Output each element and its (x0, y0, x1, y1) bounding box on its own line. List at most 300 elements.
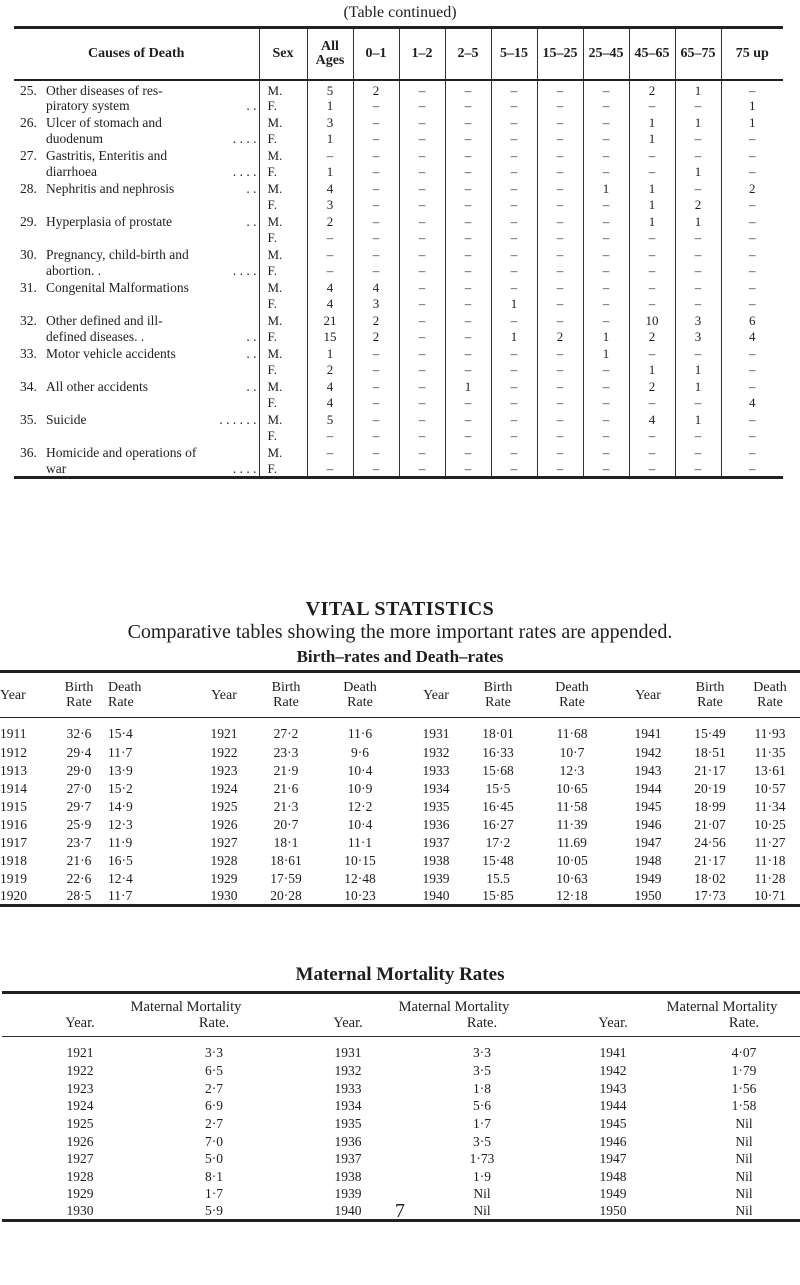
header-death-1: Death (555, 680, 589, 695)
sex-cell: F. (259, 329, 307, 346)
value-cell: – (353, 114, 399, 131)
rate-cell: 1949 (634, 870, 662, 886)
rate-cell: 15·2 (108, 780, 133, 796)
maternal-cell: 1938 (334, 1168, 362, 1184)
causes-of-death-table (14, 26, 783, 479)
leader-dots: . . (246, 98, 257, 114)
rate-cell: 11·58 (556, 798, 588, 814)
cause-cell (14, 197, 259, 214)
value-cell: 1 (583, 329, 629, 346)
value-cell: – (675, 345, 721, 362)
value-cell: – (537, 114, 583, 131)
value-cell: – (537, 246, 583, 263)
rate-cell: 1914 (0, 780, 27, 796)
maternal-cell: 2·7 (205, 1080, 223, 1096)
value-cell: – (445, 80, 491, 98)
maternal-cell: 1944 (599, 1098, 627, 1114)
value-cell: – (537, 263, 583, 280)
cause-cell (14, 444, 259, 461)
header-col: 1–2 (399, 28, 445, 80)
value-cell: – (399, 147, 445, 164)
maternal-cell: 1922 (66, 1063, 94, 1079)
value-cell: – (537, 213, 583, 230)
value-cell: – (491, 98, 537, 115)
rate-cell: 1948 (634, 852, 662, 868)
value-cell: 1 (721, 98, 783, 115)
value-cell: – (491, 230, 537, 247)
header-year-label: Year. (598, 1015, 628, 1031)
value-cell: – (675, 131, 721, 148)
rate-cell: 1924 (210, 780, 238, 796)
maternal-cell: 1930 (66, 1203, 94, 1219)
cause-name: defined diseases. . (46, 329, 145, 345)
value-cell: – (445, 131, 491, 148)
cause-name: Motor vehicle accidents (46, 345, 176, 361)
value-cell: – (583, 246, 629, 263)
value-cell: – (629, 246, 675, 263)
rate-cell: 13·9 (108, 762, 133, 778)
value-cell: – (583, 197, 629, 214)
cause-cell (14, 147, 259, 164)
value-cell: – (537, 444, 583, 461)
value-cell: – (307, 428, 353, 445)
value-cell: 1 (629, 213, 675, 230)
value-cell: – (721, 461, 783, 478)
header-col: 45–65 (629, 28, 675, 80)
value-cell: – (353, 345, 399, 362)
rate-cell: 1930 (210, 887, 238, 903)
value-cell: 1 (583, 180, 629, 197)
value-cell: – (629, 263, 675, 280)
value-cell: – (675, 230, 721, 247)
rate-cell: 11·28 (754, 870, 786, 886)
table-row (0, 816, 800, 834)
sex-cell: F. (259, 461, 307, 478)
value-cell: 1 (629, 131, 675, 148)
rate-cell: 1918 (0, 852, 27, 868)
rate-cell: 15·85 (482, 887, 514, 903)
rate-cell: 10·05 (556, 852, 588, 868)
value-cell: – (445, 444, 491, 461)
value-cell: – (307, 444, 353, 461)
value-cell: 4 (307, 395, 353, 412)
value-cell: – (721, 411, 783, 428)
rate-cell: 25·9 (66, 816, 92, 832)
value-cell: – (353, 213, 399, 230)
value-cell: 4 (307, 180, 353, 197)
table-row (2, 1080, 800, 1098)
value-cell: – (537, 428, 583, 445)
maternal-cell: Nil (735, 1186, 753, 1202)
value-cell: 2 (307, 213, 353, 230)
value-cell: – (537, 362, 583, 379)
header-maternal-group: Maternal Mortality (666, 999, 778, 1015)
rate-cell: 11·6 (347, 725, 373, 741)
maternal-mortality-heading: Maternal Mortality Rates (295, 964, 505, 985)
rate-cell: 1934 (422, 780, 450, 796)
value-cell: – (583, 296, 629, 313)
leader-dots: . . . . (232, 131, 257, 147)
value-cell: 1 (307, 345, 353, 362)
value-cell: – (675, 147, 721, 164)
sex-cell: F. (259, 131, 307, 148)
value-cell: – (675, 263, 721, 280)
value-cell: – (491, 131, 537, 148)
cause-cell (14, 164, 259, 181)
rate-cell: 28·5 (66, 887, 92, 903)
value-cell: – (675, 98, 721, 115)
rate-cell: 16·5 (108, 852, 133, 868)
value-cell: 1 (675, 213, 721, 230)
maternal-cell: Nil (473, 1186, 491, 1202)
cause-name: war (46, 460, 67, 476)
value-cell: – (629, 279, 675, 296)
rate-cell: 1935 (422, 798, 450, 814)
rate-cell: 10·4 (347, 816, 373, 832)
value-cell: – (721, 428, 783, 445)
rate-cell: 9·6 (351, 744, 369, 760)
value-cell: – (537, 98, 583, 115)
table-row (14, 329, 783, 346)
maternal-cell: 1·73 (469, 1151, 495, 1167)
header-death-2: Rate (347, 695, 373, 710)
table-row (14, 213, 783, 230)
maternal-cell: 3·3 (473, 1044, 491, 1060)
value-cell: 3 (353, 296, 399, 313)
value-cell: – (583, 80, 629, 98)
rate-cell: 11.69 (557, 834, 587, 850)
header-death-rate (108, 672, 192, 718)
rate-cell: 1946 (634, 816, 662, 832)
value-cell: 2 (537, 329, 583, 346)
sex-cell: M. (259, 114, 307, 131)
value-cell: – (721, 147, 783, 164)
value-cell: – (353, 164, 399, 181)
maternal-cell: 1934 (334, 1098, 362, 1114)
header-year: Year (0, 672, 50, 718)
cause-number: 27. (20, 147, 37, 163)
value-cell: – (445, 180, 491, 197)
header-col: 5–15 (491, 28, 537, 80)
cause-cell (14, 296, 259, 313)
value-cell: – (491, 180, 537, 197)
value-cell: 1 (583, 345, 629, 362)
rate-cell: 1938 (422, 852, 450, 868)
value-cell: – (583, 461, 629, 478)
rate-cell: 11·1 (347, 834, 373, 850)
value-cell: – (537, 164, 583, 181)
table-row (2, 1115, 800, 1133)
value-cell: 1 (675, 80, 721, 98)
table-row (14, 362, 783, 379)
rate-cell: 21·6 (273, 780, 299, 796)
rate-cell: 1927 (210, 834, 238, 850)
maternal-cell: Nil (735, 1168, 753, 1184)
value-cell: – (583, 428, 629, 445)
maternal-cell: 1·9 (473, 1168, 491, 1184)
value-cell: – (583, 230, 629, 247)
cause-cell (14, 312, 259, 329)
value-cell: – (721, 131, 783, 148)
table-row (0, 870, 800, 888)
continued-note: (Table continued) (343, 4, 457, 21)
header-maternal-group: Maternal Mortality (130, 999, 242, 1015)
rate-cell: 18·02 (694, 870, 726, 886)
value-cell: – (583, 395, 629, 412)
value-cell: – (353, 131, 399, 148)
sex-cell: M. (259, 147, 307, 164)
rate-cell: 1939 (422, 870, 450, 886)
maternal-cell: Nil (735, 1116, 753, 1132)
header-rate-label: Rate. (728, 1015, 760, 1031)
rate-cell: 27·2 (273, 725, 299, 741)
value-cell: – (353, 395, 399, 412)
header-col: 75 up (721, 28, 783, 80)
header-death-rate (528, 672, 616, 718)
rate-cell: 10·7 (559, 744, 585, 760)
value-cell: – (537, 230, 583, 247)
value-cell: – (491, 246, 537, 263)
rate-cell: 11·7 (108, 887, 133, 903)
rate-cell: 16·33 (482, 744, 514, 760)
value-cell: – (629, 461, 675, 478)
rate-cell: 21·07 (694, 816, 726, 832)
header-year: Year (616, 672, 680, 718)
header-maternal-group: Maternal Mortality (398, 999, 510, 1015)
header-col: 25–45 (583, 28, 629, 80)
value-cell: – (445, 230, 491, 247)
maternal-cell: 1929 (66, 1186, 94, 1202)
table-row (0, 762, 800, 780)
sex-cell: M. (259, 345, 307, 362)
causes-header-row (14, 28, 783, 80)
value-cell: 1 (307, 98, 353, 115)
rate-cell: 18·1 (273, 834, 299, 850)
value-cell: – (399, 80, 445, 98)
table-row (14, 345, 783, 362)
value-cell: 4 (307, 279, 353, 296)
maternal-cell: 1931 (334, 1044, 362, 1060)
maternal-cell: 1·8 (473, 1080, 491, 1096)
rate-cell: 15·49 (694, 725, 726, 741)
value-cell: – (721, 279, 783, 296)
table-row (2, 1037, 800, 1063)
value-cell: – (399, 411, 445, 428)
rate-cell: 10·9 (347, 780, 373, 796)
rate-cell: 23·3 (273, 744, 299, 760)
header-rate-label: Rate. (466, 1015, 498, 1031)
rate-cell: 21·6 (66, 852, 92, 868)
cause-name: Suicide (46, 411, 87, 427)
rate-cell: 18·99 (694, 798, 726, 814)
rate-cell: 1921 (210, 725, 238, 741)
maternal-cell: 1927 (66, 1151, 94, 1167)
cause-cell (14, 279, 259, 296)
value-cell: – (583, 378, 629, 395)
value-cell: – (675, 428, 721, 445)
value-cell: – (353, 428, 399, 445)
sex-cell: M. (259, 444, 307, 461)
value-cell: 1 (675, 362, 721, 379)
header-col: 2–5 (445, 28, 491, 80)
rate-cell: 1920 (0, 887, 27, 903)
maternal-cell: 1941 (599, 1044, 627, 1060)
maternal-cell: 5·6 (473, 1098, 491, 1114)
value-cell: – (629, 444, 675, 461)
maternal-cell: 1·56 (731, 1080, 757, 1096)
rate-cell: 15·48 (482, 852, 514, 868)
value-cell: 4 (629, 411, 675, 428)
value-cell: – (353, 230, 399, 247)
value-cell: – (307, 246, 353, 263)
rate-cell: 17·59 (270, 870, 302, 886)
value-cell: – (399, 378, 445, 395)
cause-number: 35. (20, 411, 37, 427)
cause-cell (14, 395, 259, 412)
value-cell: 6 (721, 312, 783, 329)
cause-cell (14, 246, 259, 263)
rate-cell: 1933 (422, 762, 450, 778)
value-cell: – (445, 362, 491, 379)
rate-cell: 18·51 (694, 744, 726, 760)
sex-cell: F. (259, 263, 307, 280)
cause-number: 29. (20, 213, 37, 229)
value-cell: – (353, 180, 399, 197)
page-number: 7 (395, 1200, 405, 1222)
cause-cell (14, 114, 259, 131)
header-cause: Causes of Death (14, 28, 259, 80)
value-cell: – (491, 213, 537, 230)
cause-name: Congenital Malformations (46, 279, 189, 295)
maternal-cell: 1935 (334, 1116, 362, 1132)
table-row (0, 852, 800, 870)
rate-cell: 1936 (422, 816, 450, 832)
sex-cell: M. (259, 312, 307, 329)
cause-name: piratory system (46, 98, 130, 114)
rate-cell: 12·3 (559, 762, 585, 778)
rate-cell: 20·28 (270, 887, 302, 903)
cause-name: diarrhoea (46, 164, 97, 180)
value-cell: – (353, 147, 399, 164)
cause-name: Ulcer of stomach and (46, 114, 162, 130)
maternal-cell: 1921 (66, 1044, 94, 1060)
value-cell: – (537, 279, 583, 296)
header-death-2: Rate (108, 695, 134, 710)
value-cell: 1 (307, 164, 353, 181)
value-cell: – (721, 197, 783, 214)
value-cell: – (583, 164, 629, 181)
maternal-cell: 1945 (599, 1116, 627, 1132)
rate-cell: 10·25 (754, 816, 786, 832)
value-cell: – (675, 296, 721, 313)
maternal-cell: 3·5 (473, 1063, 491, 1079)
cause-cell (14, 213, 259, 230)
rate-cell: 1947 (634, 834, 662, 850)
cause-name: duodenum (46, 131, 103, 147)
value-cell: – (629, 345, 675, 362)
value-cell: 4 (307, 296, 353, 313)
maternal-cell: 1937 (334, 1151, 362, 1167)
rate-cell: 29·0 (66, 762, 92, 778)
rate-cell: 21·17 (694, 852, 726, 868)
rate-cell: 10·63 (556, 870, 588, 886)
rate-cell: 11·93 (754, 725, 786, 741)
header-birth-rate (468, 672, 528, 718)
value-cell: – (307, 461, 353, 478)
maternal-cell: 1·58 (731, 1098, 757, 1114)
cause-name: Gastritis, Enteritis and (46, 147, 168, 163)
value-cell: – (399, 296, 445, 313)
value-cell: 3 (675, 329, 721, 346)
sex-cell: F. (259, 395, 307, 412)
value-cell: – (491, 80, 537, 98)
value-cell: 3 (307, 197, 353, 214)
cause-name: Hyperplasia of prostate (46, 213, 172, 229)
value-cell: – (537, 180, 583, 197)
value-cell: – (399, 312, 445, 329)
header-birth-rate (256, 672, 316, 718)
value-cell: – (491, 147, 537, 164)
value-cell: – (399, 461, 445, 478)
rate-cell: 21·9 (273, 762, 299, 778)
maternal-cell: 1936 (334, 1133, 362, 1149)
cause-name: Homicide and operations of (46, 444, 197, 460)
value-cell: 1 (675, 114, 721, 131)
rate-cell: 1916 (0, 816, 27, 832)
cause-cell (14, 428, 259, 445)
value-cell: – (491, 114, 537, 131)
value-cell: 4 (307, 378, 353, 395)
value-cell: – (491, 279, 537, 296)
rate-cell: 1945 (634, 798, 662, 814)
rate-cell: 15·68 (482, 762, 514, 778)
rate-cell: 1943 (634, 762, 662, 778)
value-cell: 5 (307, 80, 353, 98)
value-cell: – (353, 246, 399, 263)
cause-number: 25. (20, 82, 37, 98)
maternal-cell: 5·0 (205, 1151, 223, 1167)
rate-cell: 12·48 (344, 870, 376, 886)
table-row (14, 180, 783, 197)
value-cell: 1 (491, 296, 537, 313)
value-cell: – (491, 378, 537, 395)
rate-cell: 1917 (0, 834, 27, 850)
value-cell: – (353, 197, 399, 214)
maternal-cell: 3·5 (473, 1133, 491, 1149)
maternal-mortality-table (2, 991, 800, 1222)
header-death-2: Rate (559, 695, 585, 710)
value-cell: – (583, 444, 629, 461)
value-cell: – (629, 230, 675, 247)
cause-number: 28. (20, 180, 37, 196)
table-row (0, 718, 800, 744)
rate-cell: 12·18 (556, 887, 588, 903)
maternal-cell: 1942 (599, 1063, 627, 1079)
value-cell: 10 (629, 312, 675, 329)
maternal-cell: 1·7 (473, 1116, 491, 1132)
value-cell: – (491, 428, 537, 445)
sex-cell: F. (259, 230, 307, 247)
cause-name: abortion. . (46, 263, 102, 279)
value-cell: – (353, 98, 399, 115)
value-cell: – (399, 213, 445, 230)
header-death-rate (740, 672, 800, 718)
rate-cell: 11·27 (754, 834, 786, 850)
value-cell: – (307, 263, 353, 280)
maternal-cell: 6·9 (205, 1098, 223, 1114)
value-cell: – (583, 362, 629, 379)
value-cell: – (629, 98, 675, 115)
